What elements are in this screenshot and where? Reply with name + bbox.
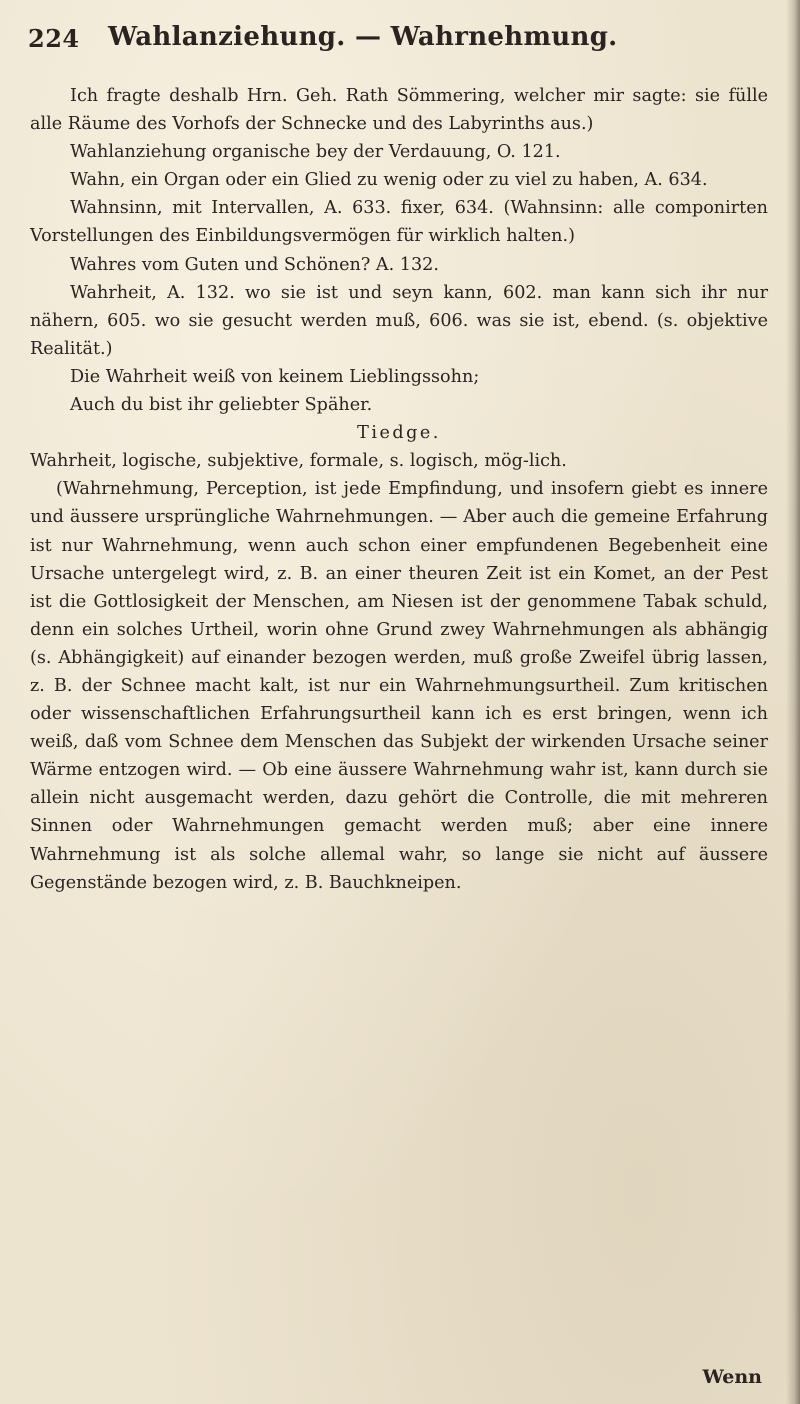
page-header [24,16,764,58]
paragraph: Ich fragte deshalb Hrn. Geh. Rath Sömmering, welcher mir sagte: sie fülle alle Räume des Vorhofs der Schnecke und des Labyrinths aus.) [30,86,768,135]
verse-line-2: Auch du bist ihr geliebter Späher. [70,395,373,416]
entry-wahn: Wahn, ein Organ oder ein Glied zu wenig oder zu viel zu haben, A. 634. [70,170,708,191]
entry-wahrheit-logische: Wahrheit, logische, subjektive, formale, s. logisch, mög-lich. [30,451,567,472]
entry-wahrnehmung: (Wahrnehmung, Perception, ist jede Empfindung, und insofern giebt es innere und äussere ursprüngliche Wahrnehmungen. — Aber auch die gemeine Erfahrung ist nur Wahrnehmung, wenn auch schon einer empfundenen Begebenheit eine Ursache untergelegt wird, z. B. an einer theuren Zeit ist ein Komet, an der Pest ist die Gottlosigkeit der Menschen, am Niesen ist der genommene Tabak schuld, denn ein solches Urtheil, worin ohne Grund zwey Wahrnehmungen als abhängig (s. Abhängigkeit) auf einander bezogen werden, muß große Zweifel übrig lassen, z. B. der Schnee macht kalt, ist nur ein Wahrnehmungsurtheil. Zum kritischen oder wissenschaftlichen Erfahrungsurtheil kann ich es erst bringen, wenn ich weiß, daß vom Schnee dem Menschen das Subjekt der wirkenden Ursache seiner Wärme entzogen wird. — Ob eine äussere Wahrnehmung wahr ist, kann durch sie allein nicht ausgemacht werden, dazu gehört die Controlle, die mit mehreren Sinnen oder Wahrnehmungen gemacht werden muß; aber eine innere Wahrnehmung ist als solche allemal wahr, so lange sie nicht auf äussere Gegenstände bezogen wird, z. B. Bauchkneipen. [30,479,768,893]
entry-wahrheit: Wahrheit, A. 132. wo sie ist und seyn kann, 602. man kann sich ihr nur nähern, 605. wo sie gesucht werden muß, 606. was sie ist, ebend. (s. objektive Realität.) [30,282,768,359]
verse-author: Tiedge. [357,423,441,444]
catchword: Wenn [702,1366,762,1388]
entry-wahres: Wahres vom Guten und Schönen? A. 132. [70,254,439,275]
page-number: 224 [28,24,80,53]
page-gutter-shadow [786,0,800,1404]
verse-line-1: Die Wahrheit weiß von keinem Lieblingssohn; [70,366,480,387]
entry-wahnsinn: Wahnsinn, mit Intervallen, A. 633. fixer, 634. (Wahnsinn: alle componirten Vorstellungen des Einbildungsvermögen für wirklich halten.) [30,198,768,247]
body-text [30,82,768,897]
entry-wahlanziehung: Wahlanziehung organische bey der Verdauung, O. 121. [70,142,561,163]
running-head: Wahlanziehung. — Wahrnehmung. [108,22,618,52]
